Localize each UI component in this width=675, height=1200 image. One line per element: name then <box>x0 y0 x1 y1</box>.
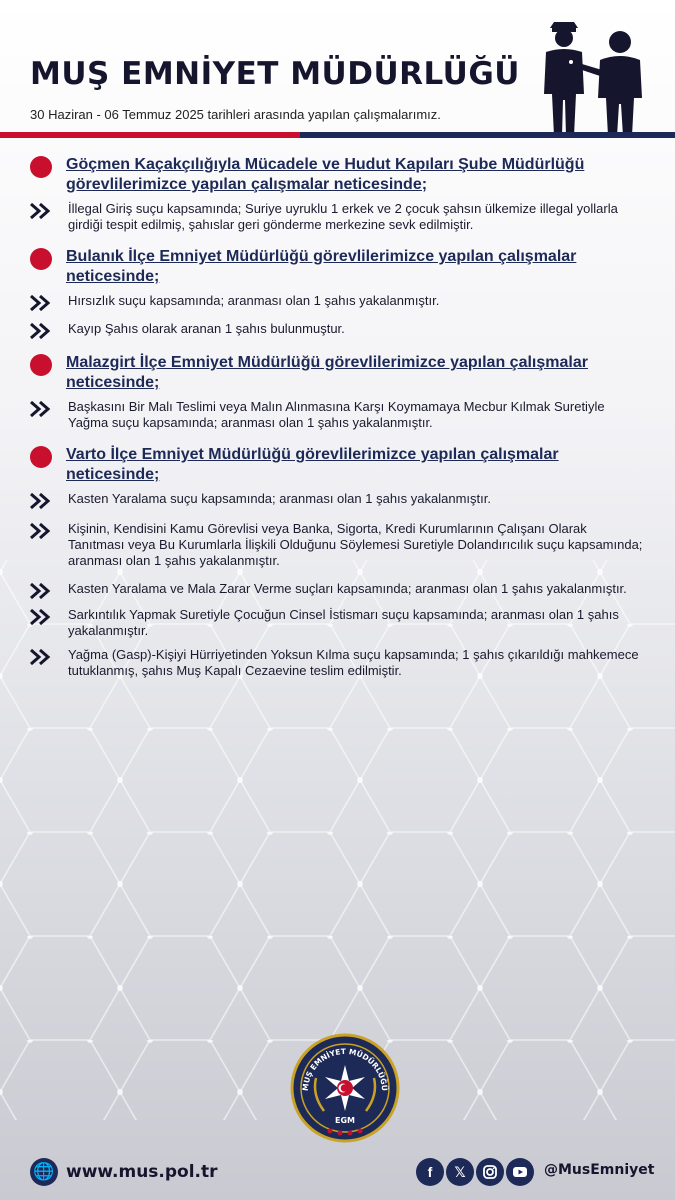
double-chevron-icon <box>30 203 58 219</box>
bullet-dot-icon <box>30 156 52 178</box>
list-item: Kasten Yaralama suçu kapsamında; aranması olan 1 şahıs yakalanmıştır. <box>30 491 650 509</box>
x-icon[interactable]: 𝕏 <box>446 1158 474 1186</box>
instagram-icon[interactable] <box>476 1158 504 1186</box>
emblem-label: EGM <box>335 1116 355 1125</box>
double-chevron-icon <box>30 583 58 599</box>
double-chevron-icon <box>30 493 58 509</box>
section-title: Varto İlçe Emniyet Müdürlüğü görevlilerimizce yapılan çalışmalar neticesinde; <box>66 446 559 483</box>
double-chevron-icon <box>30 295 58 311</box>
date-range-subtitle: 30 Haziran - 06 Temmuz 2025 tarihleri arasında yapılan çalışmalarımız. <box>30 107 441 122</box>
section-title: Göçmen Kaçakçılığıyla Mücadele ve Hudut Kapıları Şube Müdürlüğü görevlilerimizce yapılan çalışmalar neticesinde; <box>66 156 585 193</box>
list-item: Yağma (Gasp)-Kişiyi Hürriyetinden Yoksun Kılma suçu kapsamında; 1 şahıs çıkarıldığı mahkemece tutuklanmış, şahıs Muş Kapalı Cezaevine teslim edilmiştir. <box>30 647 650 679</box>
footer <box>0 1150 675 1194</box>
double-chevron-icon <box>30 401 58 417</box>
bullet-dot-icon <box>30 446 52 468</box>
double-chevron-icon <box>30 523 58 539</box>
globe-icon[interactable]: 🌐 <box>30 1158 58 1186</box>
double-chevron-icon <box>30 323 58 339</box>
list-item: Sarkıntılık Yapmak Suretiyle Çocuğun Cinsel İstismarı suçu kapsamında; aranması olan 1 şahıs yakalanmıştır. <box>30 607 650 639</box>
section-bulanik <box>30 247 650 339</box>
list-item: Hırsızlık suçu kapsamında; aranması olan 1 şahıs yakalanmıştır. <box>30 293 650 311</box>
double-chevron-icon <box>30 649 58 665</box>
list-item: Kişinin, Kendisini Kamu Görevlisi veya Banka, Sigorta, Kredi Kurumlarının Çalışanı Olarak Tanıtması veya Bu Kurumlarla İlişkili Olduğunu Söylemesi Suretiyle Dolandırıcılık suçu kapsamında; aranması olan 1 şahıs yakalanmıştır. <box>30 521 650 569</box>
page-title: MUŞ EMNİYET MÜDÜRLÜĞÜ <box>30 56 520 92</box>
list-item: Kayıp Şahıs olarak aranan 1 şahıs bulunmuştur. <box>30 321 650 339</box>
police-officers-icon <box>538 14 650 136</box>
section-varto <box>30 445 650 679</box>
list-item: İllegal Giriş suçu kapsamında; Suriye uyruklu 1 erkek ve 2 çocuk şahsın ülkemize illegal yollarla girdiği tespit edilmiş, şahıslar geri gönderme merkezine sevk edilmiştir. <box>30 201 650 233</box>
double-chevron-icon <box>30 609 58 625</box>
report-content <box>30 155 650 693</box>
header-divider <box>0 132 675 138</box>
list-item: Başkasını Bir Malı Teslimi veya Malın Alınmasına Karşı Koymamaya Mecbur Kılmak Suretiyle Yağma suçu kapsamında; aranması olan 1 şahıs yakalanmıştır. <box>30 399 650 431</box>
section-title: Bulanık İlçe Emniyet Müdürlüğü görevlilerimizce yapılan çalışmalar neticesinde; <box>66 248 577 285</box>
emblem-arc-text: MUŞ EMNİYET MÜDÜRLÜĞÜ <box>300 1046 390 1092</box>
police-emblem-icon <box>290 1033 400 1143</box>
social-handle[interactable]: @MusEmniyet <box>544 1162 655 1178</box>
facebook-icon[interactable]: f <box>416 1158 444 1186</box>
section-gocmen <box>30 155 650 233</box>
section-malazgirt <box>30 353 650 431</box>
header <box>0 0 675 160</box>
bullet-dot-icon <box>30 248 52 270</box>
website-link[interactable]: www.mus.pol.tr <box>66 1162 218 1182</box>
section-title: Malazgirt İlçe Emniyet Müdürlüğü görevlilerimizce yapılan çalışmalar neticesinde; <box>66 354 588 391</box>
list-item: Kasten Yaralama ve Mala Zarar Verme suçları kapsamında; aranması olan 1 şahıs yakalanmıştır. <box>30 581 650 599</box>
bullet-dot-icon <box>30 354 52 376</box>
youtube-icon[interactable] <box>506 1158 534 1186</box>
